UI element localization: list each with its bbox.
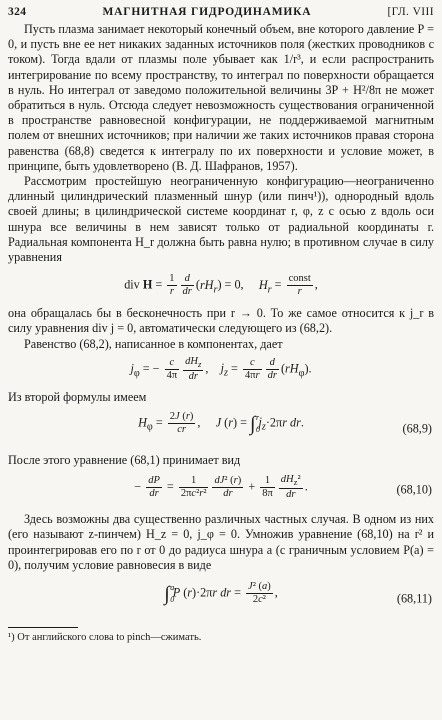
equation-68-11: ∫ a 0 P (r)·2πr dr = $\frac{\text{J² (a)}}{\text{2c²}}$ , (68,11) [164,581,432,606]
paragraph-3: она обращалась бы в бесконечность при r → 0. То же самое относится к j_r в силу уравнения div j = 0, автоматически следующего из (68,2). [8,306,434,336]
paragraph-7: Здесь возможны два существенно различных частных случая. В одном из них (его называют z-пинчем) H_z = 0, j_φ = 0. Умножив уравнение (68,10) на r² и проинтегрировав его по r от 0 до радиуса шнура a (с граничным условием P(a) = 0), получим условие равновесия в виде [8,512,434,572]
equation-68-10: − $\frac{dP}{dr}$ = $\frac{1}{\text{2πc²r²}}$ $\frac{\text{dJ² (r)}}{dr}$ + $\frac{1}{8\pi}$ $\frac{dH_z^2}{dr}$ . (68,10) [134,474,432,501]
paragraph-6: После этого уравнение (68,1) принимает вид [8,453,241,468]
equation-div-h: div H = $\frac{1}{r}$ $\frac{d}{dr}$ $(rH_r) = 0$, $H_r$ = $\frac{\text{const}}{r}$ , [124,273,318,298]
paragraph-5: Из второй формулы имеем [8,389,147,404]
paragraph-4: Равенство (68,2), написанное в компонентах, дает [24,336,283,351]
footnote-rule [8,627,78,628]
equation-number: (68,10) [396,482,432,497]
paragraph-2: Рассмотрим простейшую неограниченную конфигурацию—неограниченно длинный цилиндрический плазменный шнур (или пинч¹)), однородный вдоль своей длины; в цилиндрической системе координат r, φ, z с осью z вдоль оси шнура все величины в нем зависят только от радиальной координаты r. Радиальная компонента H_r должна быть равна нулю; в противном случае в силу уравнения [8,174,434,265]
running-header [8,6,434,22]
book-page [8,6,434,644]
page-number: 324 [8,6,27,18]
equation-number: (68,11) [396,591,432,606]
footnote: ¹) От английского слова to pinch—сжимать. [8,632,202,644]
chapter-label: [ГЛ. VIII [387,6,434,18]
equation-68-9: $H_\varphi$ = $\frac{2J (r)}{cr}$ , J (r) = ∫ r 0 $j_z\cdot 2\pi r$ dr. (68,9) [138,411,432,436]
equation-components: $j_\varphi$ = − $\frac{c}{4\pi}$ $\frac{dH_z}{dr}$ , $j_z$ = $\frac{c}{4\pi r}$ $\frac{d}{dr}$ $(rH_\varphi)$. [130,355,312,382]
paragraph-1: Пусть плазма занимает некоторый конечный объем, вне которого давление P = 0, и пусть вне ее нет никаких заданных источников поля (жестких проводников с током). Тогда вдали от плазмы поле убывает как 1/r³, и если распространить интегрирование по всему пространству, то интеграл по поверхности обращается в нуль. Но интеграл от заведомо положительной величины 3P + H²/8π не может обратиться в нуль. Отсюда следует невозможность существования ограниченной в пространстве равновесной конфигурации, не поддерживаемой магнитным полем от внешних источников; при наличии же таких источников правая сторона равенства (68,8) сведется к интегралу по их поверхности и условие может, в принципе, быть удовлетворено (В. Д. Шафранов, 1957). [8,22,434,173]
running-title: МАГНИТНАЯ ГИДРОДИНАМИКА [102,6,312,18]
equation-number: (68,9) [402,421,432,436]
